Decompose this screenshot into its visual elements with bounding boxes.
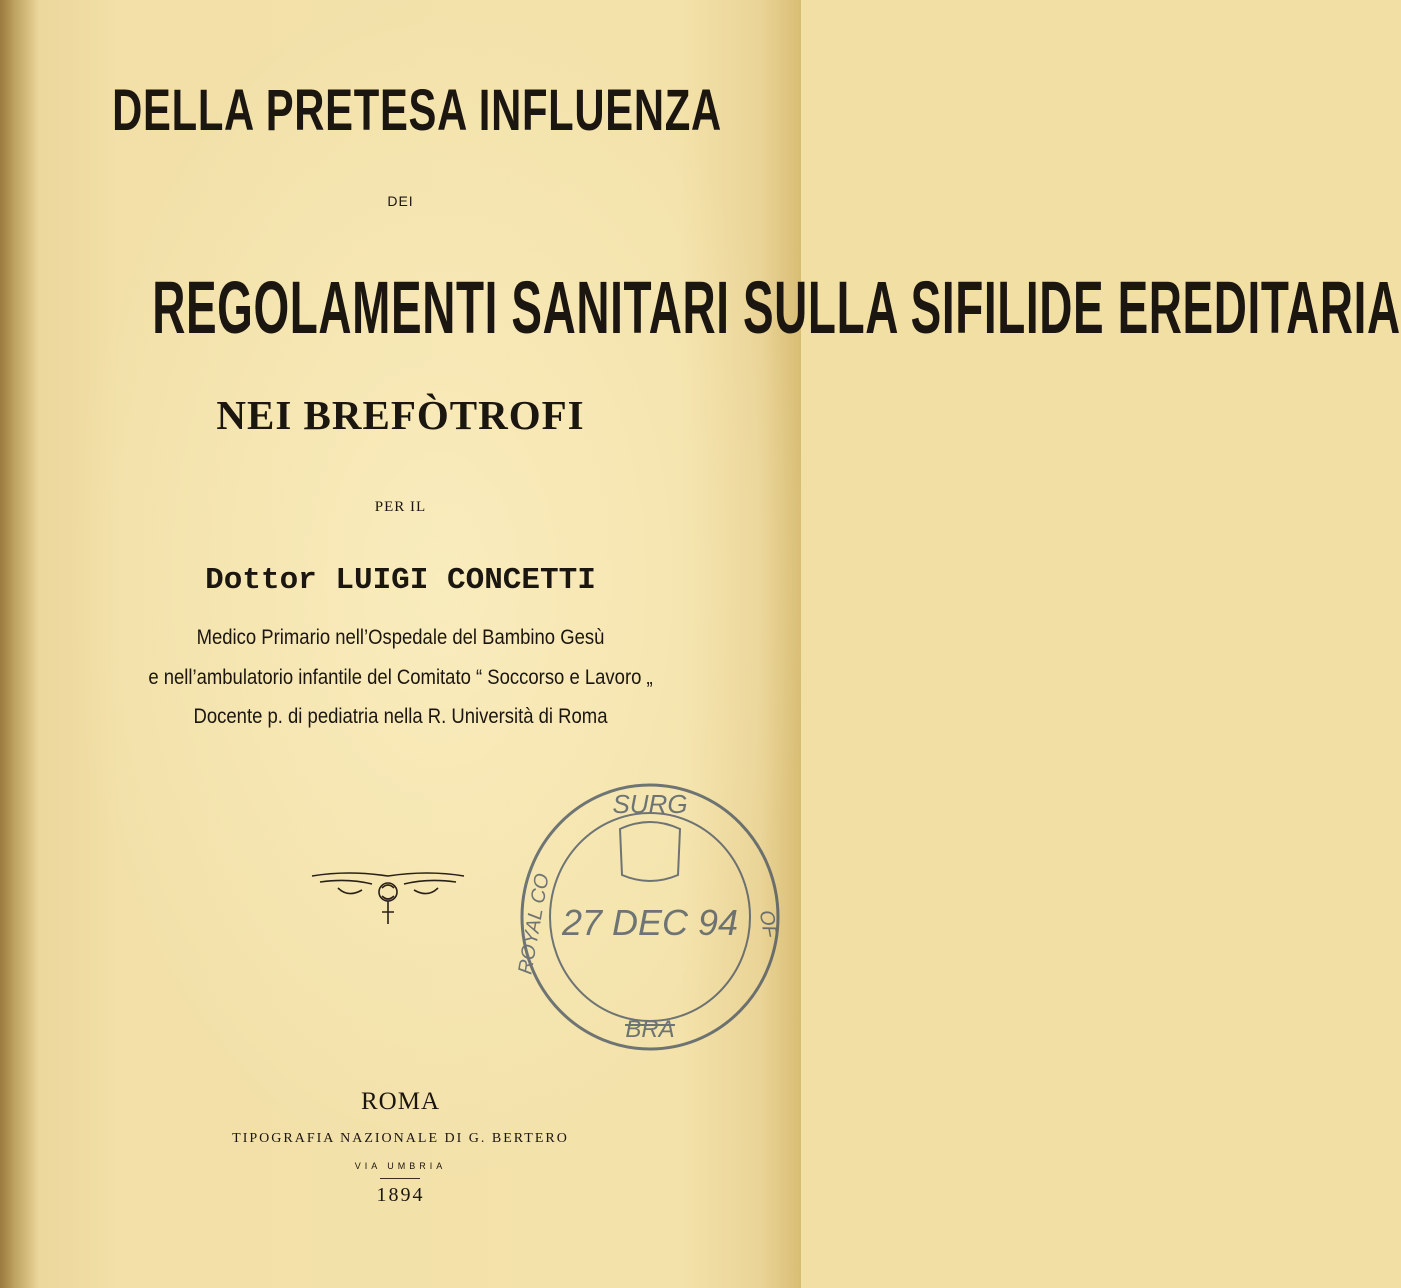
affiliation-line-2: e nell’ambulatorio infantile del Comitato “ Soccorso e Lavoro „	[148, 666, 653, 689]
affiliation-line-3: Docente p. di pediatria nella R. Università di Roma	[193, 705, 608, 728]
title-line-3: NEI BREFÒTROFI	[216, 392, 585, 438]
stamp-date: 27 DEC 94	[561, 902, 739, 943]
imprint-printer: TIPOGRAFIA NAZIONALE DI G. BERTERO	[232, 1131, 569, 1146]
imprint-year: 1894	[376, 1184, 425, 1206]
title-line-1: DELLA PRETESA INFLUENZA	[112, 78, 722, 143]
imprint-rule	[380, 1178, 420, 1179]
author-name: Dottor LUIGI CONCETTI	[205, 563, 596, 598]
imprint-city: ROMA	[360, 1088, 440, 1115]
title-line-2: REGOLAMENTI SANITARI SULLA SIFILIDE EREDITARIA	[152, 266, 1401, 349]
stamp-left-text: ROYAL CO	[514, 871, 554, 977]
stamp-bottom-text: BRA	[625, 1016, 675, 1043]
title-connector: DEI	[387, 193, 414, 209]
library-stamp-icon	[510, 775, 790, 1065]
affiliation-line-1: Medico Primario nell’Ospedale del Bambino Gesù	[196, 626, 605, 649]
imprint-street: VIA UMBRIA	[354, 1161, 447, 1171]
stamp-right-text: OF	[754, 908, 782, 940]
stamp-top-text: SURG	[612, 789, 688, 819]
printer-ornament-icon	[308, 868, 468, 930]
byline-intro: PER IL	[374, 499, 427, 515]
